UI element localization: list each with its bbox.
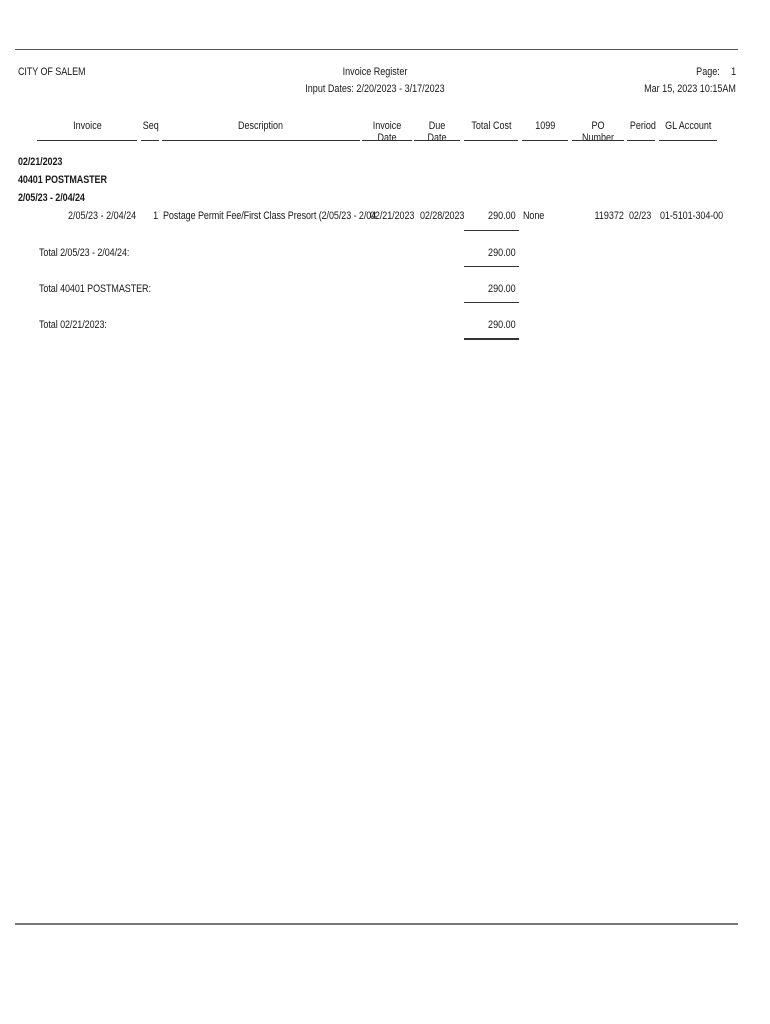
- page-label: Page:: [696, 66, 720, 78]
- col-header-po-number: PO Number: [581, 120, 615, 144]
- line-gl-account: 01-5101-304-00: [660, 210, 724, 222]
- col-underline-invoice: [37, 140, 137, 141]
- col-header-1099: 1099: [534, 120, 556, 132]
- subtotal-rule: [464, 302, 519, 303]
- col-header-gl-account: GL Account: [664, 120, 712, 132]
- col-header-invoice: Invoice: [72, 120, 102, 132]
- line-po-number: 119372: [594, 210, 624, 222]
- line-seq: 1: [152, 210, 158, 222]
- col-header-due-date: Due Date: [427, 120, 447, 144]
- line-invoice: 2/05/23 - 2/04/24: [67, 210, 136, 222]
- col-header-period: Period: [629, 120, 656, 132]
- page-number: 1: [730, 66, 736, 78]
- col-underline-due-date: [414, 140, 460, 141]
- col-header-total-cost: Total Cost: [470, 120, 512, 132]
- org-name: CITY OF SALEM: [18, 66, 86, 78]
- total-label: Total 02/21/2023:: [39, 319, 107, 331]
- col-header-description: Description: [238, 120, 284, 132]
- report-title: Invoice Register: [342, 66, 408, 78]
- top-rule: [15, 49, 738, 50]
- total-amount: 290.00: [488, 247, 516, 259]
- line-description: Postage Permit Fee/First Class Presort (2/05/23 - 2/04: [163, 210, 377, 222]
- col-underline-seq: [141, 140, 159, 141]
- col-underline-invoice-date: [362, 140, 412, 141]
- grand-total-rule: [464, 338, 519, 340]
- run-datetime: Mar 15, 2023 10:15AM: [644, 83, 736, 95]
- group-date: 02/21/2023: [18, 156, 63, 168]
- group-invoice: 2/05/23 - 2/04/24: [18, 192, 85, 204]
- col-underline-gl-account: [659, 140, 717, 141]
- line-invoice-date: 02/21/2023: [370, 210, 415, 222]
- total-amount: 290.00: [488, 283, 516, 295]
- line-1099: None: [523, 210, 545, 222]
- col-underline-1099: [522, 140, 568, 141]
- group-vendor: 40401 POSTMASTER: [18, 174, 107, 186]
- subtotal-rule: [464, 266, 519, 267]
- subtotal-rule: [464, 230, 519, 231]
- col-underline-period: [627, 140, 655, 141]
- total-label: Total 40401 POSTMASTER:: [39, 283, 151, 295]
- line-total-cost: 290.00: [488, 210, 516, 222]
- line-due-date: 02/28/2023: [420, 210, 465, 222]
- bottom-rule: [15, 923, 738, 925]
- col-header-seq: Seq: [142, 120, 159, 132]
- col-header-invoice-date: Invoice Date: [372, 120, 402, 144]
- col-underline-po-number: [572, 140, 624, 141]
- total-label: Total 2/05/23 - 2/04/24:: [39, 247, 130, 259]
- line-period: 02/23: [629, 210, 652, 222]
- total-amount: 290.00: [488, 319, 516, 331]
- col-underline-description: [162, 140, 360, 141]
- input-dates: Input Dates: 2/20/2023 - 3/17/2023: [305, 83, 445, 95]
- col-underline-total-cost: [464, 140, 518, 141]
